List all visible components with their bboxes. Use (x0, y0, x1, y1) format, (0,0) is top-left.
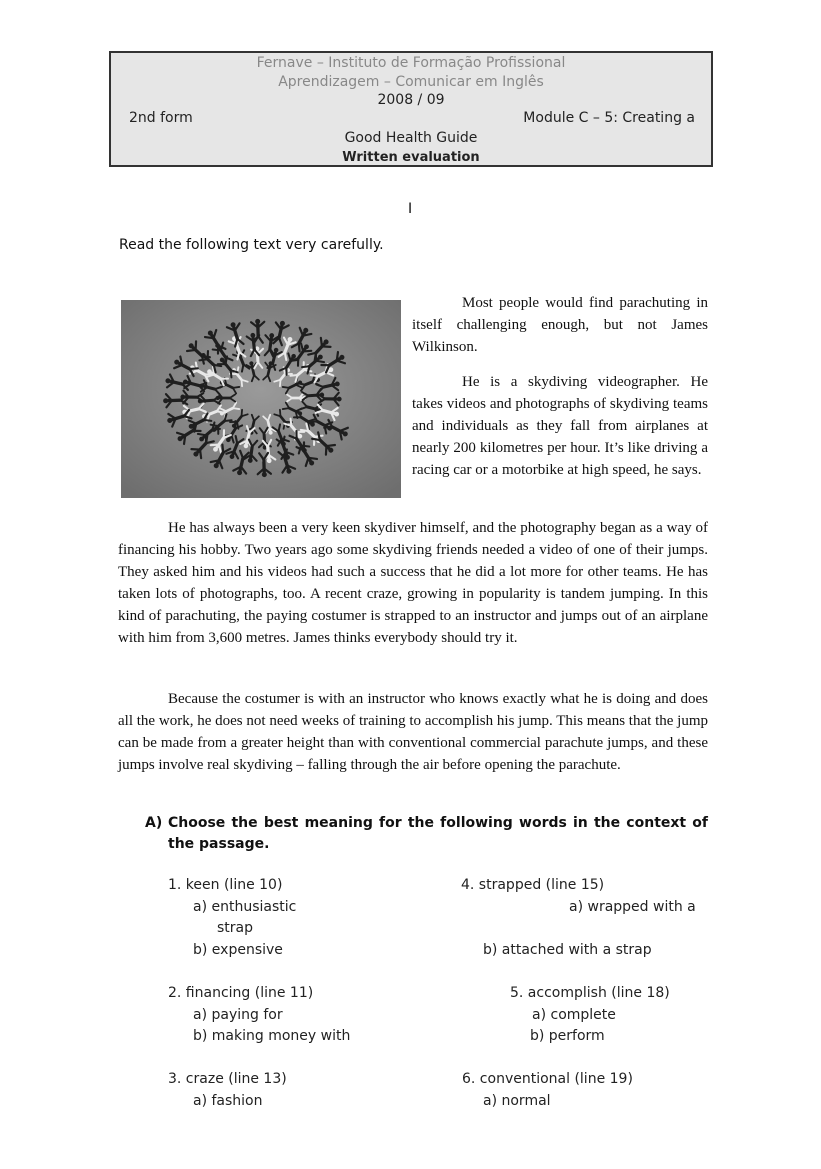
item-4-option-a: a) wrapped with a (569, 899, 696, 915)
item-5-option-b: b) perform (530, 1028, 605, 1044)
header-box (109, 51, 713, 167)
passage-paragraph-1: Most people would find parachuting in itself challenging enough, but not James Wilkinson. (412, 295, 708, 355)
question-a-heading (145, 813, 708, 855)
item-2-option-b: b) making money with (193, 1028, 351, 1044)
item-1-option-a: a) enthusiastic (193, 899, 297, 915)
institution-name: Fernave – Instituto de Formação Profissional (256, 55, 566, 71)
item-4-word: 4. strapped (line 15) (461, 877, 605, 893)
passage-paragraph-2: He is a skydiving videographer. He takes videos and photographs of skydiving teams and individuals as they fall from airplanes at nearly 200 kilometres per hour. It’s like driving a racing car or a motorbike at high speed, he says. (412, 374, 708, 478)
item-5-option-a: a) complete (532, 1007, 616, 1023)
item-6-word: 6. conventional (line 19) (462, 1071, 633, 1087)
item-1-word: 1. keen (line 10) (168, 877, 283, 893)
passage-paragraph-3-block (118, 517, 708, 649)
course-name: Aprendizagem – Comunicar em Inglês (278, 74, 544, 90)
passage-intro (412, 292, 708, 494)
item-1-option-b: b) expensive (193, 942, 283, 958)
item-5-word: 5. accomplish (line 18) (510, 985, 670, 1001)
reading-instruction: Read the following text very carefully. (119, 237, 384, 253)
item-4-option-b: b) attached with a strap (483, 942, 652, 958)
question-a-text: Choose the best meaning for the following words in the context of the passage. (168, 815, 708, 852)
item-2-word: 2. financing (line 11) (168, 985, 314, 1001)
skydivers-ring-image (121, 300, 401, 498)
item-3-option-a: a) fashion (193, 1093, 263, 1109)
evaluation-title: Written evaluation (342, 150, 480, 165)
passage-paragraph-4: Because the costumer is with an instructor who knows exactly what he is doing and does all the work, he does not need weeks of training to accomplish his jump. This means that the jump can be made from a greater height than with conventional commercial parachute jumps, and these jumps involve real skydiving – falling through the air before opening the parachute. (118, 691, 708, 773)
question-a-letter: A) (145, 815, 163, 831)
form-label: 2nd form (129, 110, 193, 126)
skydiving-formation-photo (121, 300, 401, 498)
item-6-option-a: a) normal (483, 1093, 551, 1109)
item-3-word: 3. craze (line 13) (168, 1071, 287, 1087)
section-number: I (408, 201, 413, 217)
passage-paragraph-4-block (118, 688, 708, 776)
module-label-cont: Good Health Guide (344, 130, 478, 146)
module-label: Module C – 5: Creating a (523, 110, 695, 126)
school-year: 2008 / 09 (377, 92, 445, 108)
passage-paragraph-3: He has always been a very keen skydiver himself, and the photography began as a way of financing his hobby. Two years ago some skydiving friends needed a video of one of their jumps. They asked him and his videos had such a success that he did a lot more for other teams. He has taken lots of photographs, too. A recent craze, growing in popularity is tandem jumping. In this kind of parachuting, the paying costumer is strapped to an instructor and jumps out of an airplane with him from 3,600 metres. James thinks everybody should try it. (118, 520, 708, 646)
item-2-option-a: a) paying for (193, 1007, 283, 1023)
item-1-option-a-wrap: strap (217, 920, 254, 936)
